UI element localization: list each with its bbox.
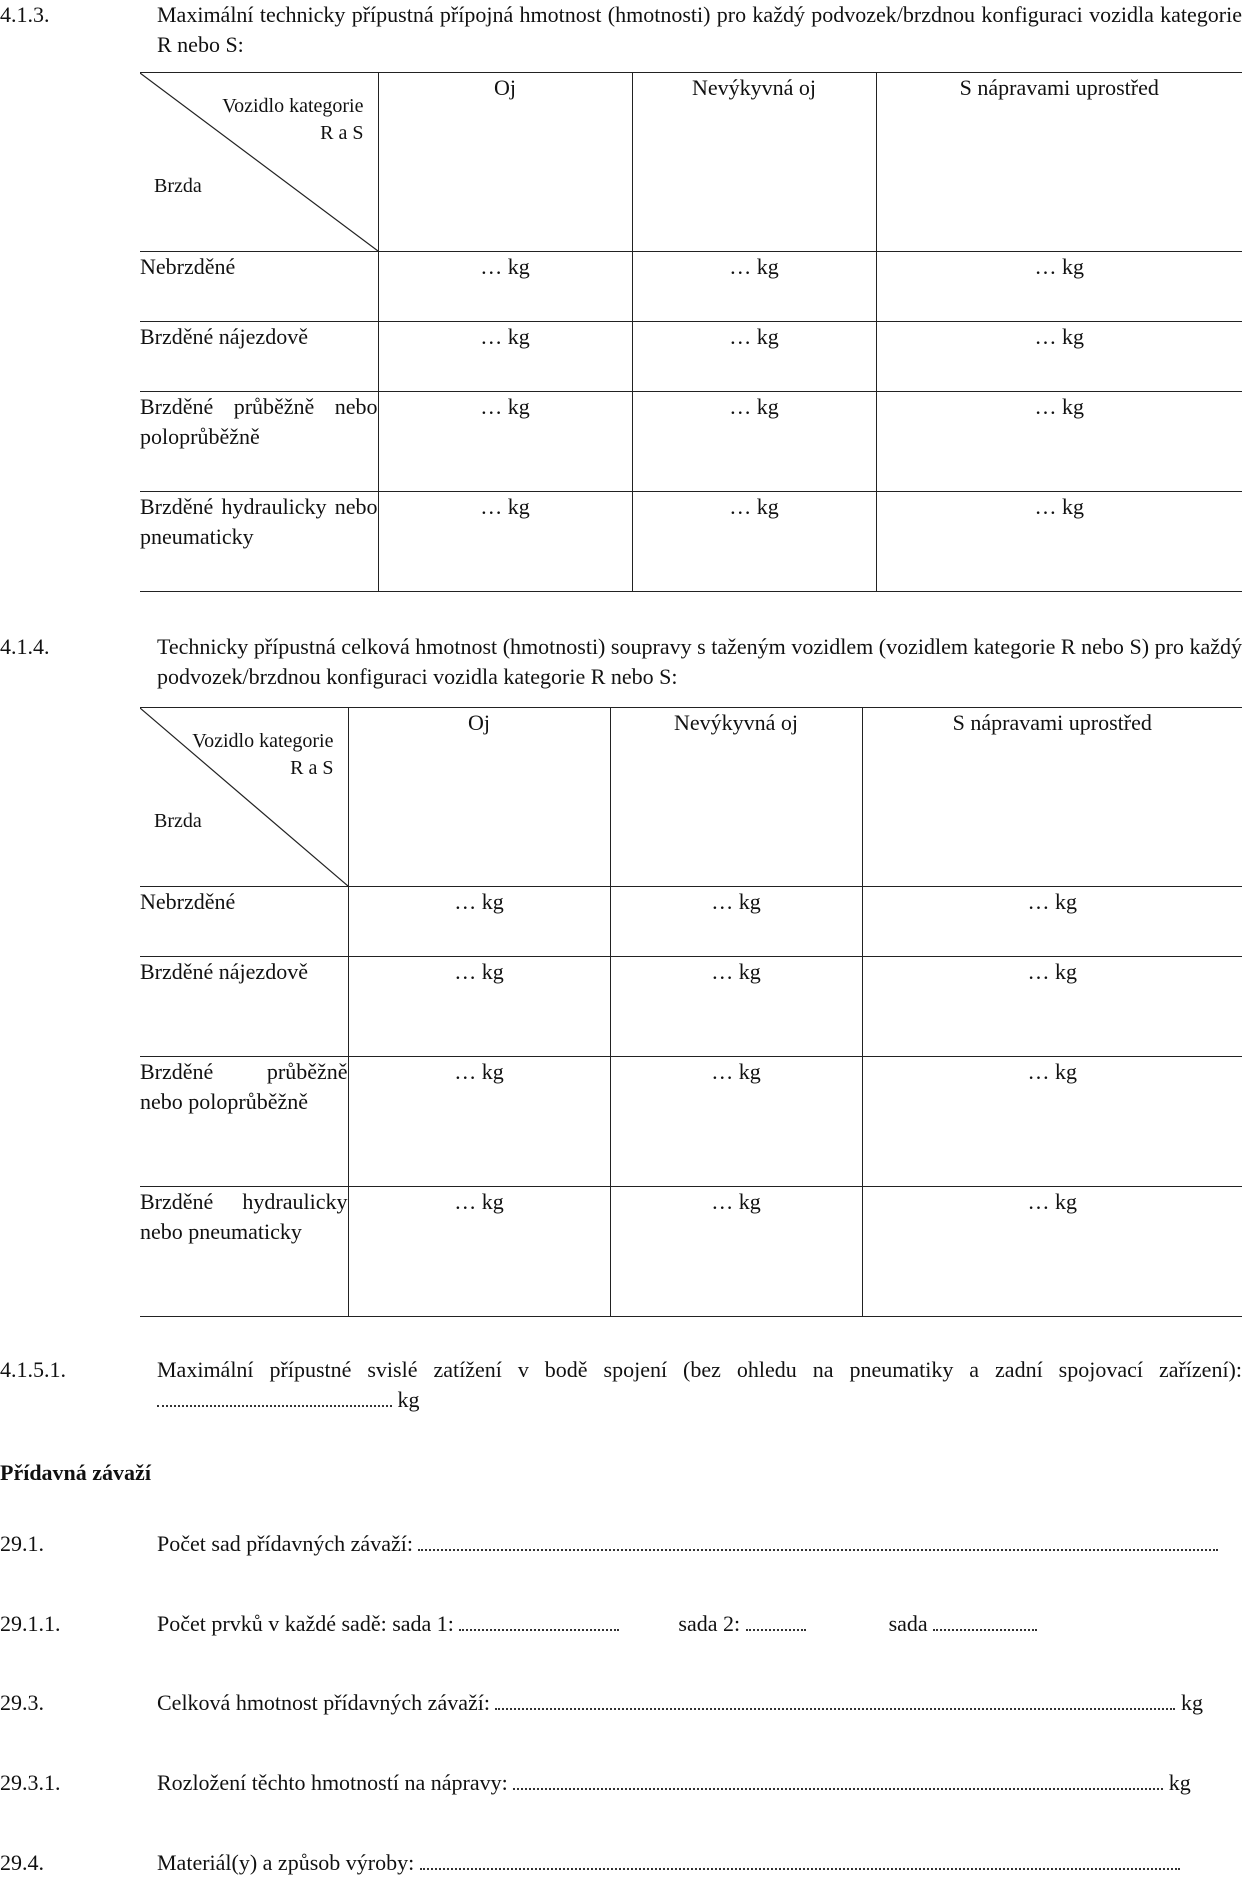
column-header-oj: Oj <box>348 708 610 887</box>
table-row <box>140 492 1242 592</box>
section-number-4-1-3: 4.1.3. <box>0 2 50 27</box>
corner-vehicle-label: Vozidlo kategorie R a S <box>192 730 334 779</box>
row-label: Brzděné průběžně nebo poloprůběžně <box>140 1057 348 1187</box>
column-header-nevykyvna-oj: Nevýkyvná oj <box>610 708 862 887</box>
column-header-s-napravami: S nápravami uprostřed <box>862 708 1242 887</box>
section-text-4-1-4: Technicky přípustná celková hmotnost (hmotnosti) soupravy s taženým vozidlem (vozidlem kategorie R nebo S) pro každý podvozek/brzdnou konfiguraci vozidla kategorie R nebo S: <box>157 634 1242 689</box>
dotted-fill-line <box>420 1850 1180 1870</box>
value-cell: … kg <box>876 392 1242 492</box>
dotted-fill-line <box>746 1611 806 1631</box>
item-line-29-1-1: Počet prvků v každé sadě: sada 1: sada 2: sada <box>157 1609 1037 1639</box>
item-number-29-1-1: 29.1.1. <box>0 1611 61 1636</box>
value-cell: … kg <box>632 322 876 392</box>
value-cell: … kg <box>632 252 876 322</box>
heading-pridavna-zavazi: Přídavná závaží <box>0 1460 151 1485</box>
corner-cell <box>140 73 378 252</box>
value-cell: … kg <box>876 322 1242 392</box>
value-cell: … kg <box>348 887 610 957</box>
value-cell: … kg <box>610 1187 862 1317</box>
item-number-29-3-1: 29.3.1. <box>0 1770 61 1795</box>
dotted-fill-line <box>157 1387 392 1407</box>
corner-brake-label: Brzda <box>154 175 202 197</box>
column-header-s-napravami: S nápravami uprostřed <box>876 73 1242 252</box>
value-cell: … kg <box>610 887 862 957</box>
value-cell: … kg <box>348 957 610 1057</box>
table-row <box>140 1187 1242 1317</box>
section-number-4-1-5-1: 4.1.5.1. <box>0 1357 66 1382</box>
item-number-29-1: 29.1. <box>0 1531 44 1556</box>
value-cell: … kg <box>862 957 1242 1057</box>
row-label: Brzděné hydraulicky nebo pneumaticky <box>140 1187 348 1317</box>
corner-cell <box>140 708 348 887</box>
item-number-29-4: 29.4. <box>0 1850 44 1875</box>
value-cell: … kg <box>862 887 1242 957</box>
table-row <box>140 252 1242 322</box>
table-row <box>140 322 1242 392</box>
table-4-1-4 <box>140 707 1242 1317</box>
table-row <box>140 957 1242 1057</box>
dotted-fill-line <box>495 1690 1175 1710</box>
table-4-1-3 <box>140 72 1242 592</box>
value-cell: … kg <box>610 1057 862 1187</box>
item-line-29-1: Počet sad přídavných závaží: <box>157 1529 1218 1559</box>
table-header-row <box>140 73 1242 252</box>
row-label: Brzděné nájezdově <box>140 322 378 392</box>
dotted-fill-line <box>513 1770 1163 1790</box>
table-row <box>140 887 1242 957</box>
row-label: Brzděné hydraulicky nebo pneumaticky <box>140 492 378 592</box>
row-label: Brzděné průběžně nebo poloprůběžně <box>140 392 378 492</box>
row-label: Brzděné nájezdově <box>140 957 348 1057</box>
column-header-oj: Oj <box>378 73 632 252</box>
value-cell: … kg <box>378 322 632 392</box>
section-number-4-1-4: 4.1.4. <box>0 634 50 659</box>
column-header-nevykyvna-oj: Nevýkyvná oj <box>632 73 876 252</box>
row-label: Nebrzděné <box>140 887 348 957</box>
item-line-29-4: Materiál(y) a způsob výroby: <box>157 1848 1180 1878</box>
corner-vehicle-label: Vozidlo kategorie R a S <box>222 95 364 144</box>
value-cell: … kg <box>632 392 876 492</box>
value-cell: … kg <box>632 492 876 592</box>
value-cell: … kg <box>862 1187 1242 1317</box>
section-text-4-1-5-1: Maximální přípustné svislé zatížení v bodě spojení (bez ohledu na pneumatiky a zadní spojovací zařízení): kg <box>157 1357 1242 1412</box>
value-cell: … kg <box>378 492 632 592</box>
section-text-4-1-3: Maximální technicky přípustná přípojná hmotnost (hmotnosti) pro každý podvozek/brzdnou konfiguraci vozidla kategorie R nebo S: <box>157 2 1242 57</box>
dotted-fill-line <box>459 1611 619 1631</box>
item-number-29-3: 29.3. <box>0 1690 44 1715</box>
value-cell: … kg <box>876 252 1242 322</box>
corner-brake-label: Brzda <box>154 810 202 832</box>
table-row <box>140 1057 1242 1187</box>
dotted-fill-line <box>933 1611 1037 1631</box>
value-cell: … kg <box>862 1057 1242 1187</box>
row-label: Nebrzděné <box>140 252 378 322</box>
value-cell: … kg <box>876 492 1242 592</box>
dotted-fill-line <box>418 1531 1218 1551</box>
item-line-29-3-1: Rozložení těchto hmotností na nápravy: kg <box>157 1770 1191 1795</box>
table-row <box>140 392 1242 492</box>
item-line-29-3: Celková hmotnost přídavných závaží: kg <box>157 1690 1203 1715</box>
table-header-row <box>140 708 1242 887</box>
value-cell: … kg <box>348 1057 610 1187</box>
value-cell: … kg <box>378 392 632 492</box>
value-cell: … kg <box>348 1187 610 1317</box>
value-cell: … kg <box>610 957 862 1057</box>
value-cell: … kg <box>378 252 632 322</box>
